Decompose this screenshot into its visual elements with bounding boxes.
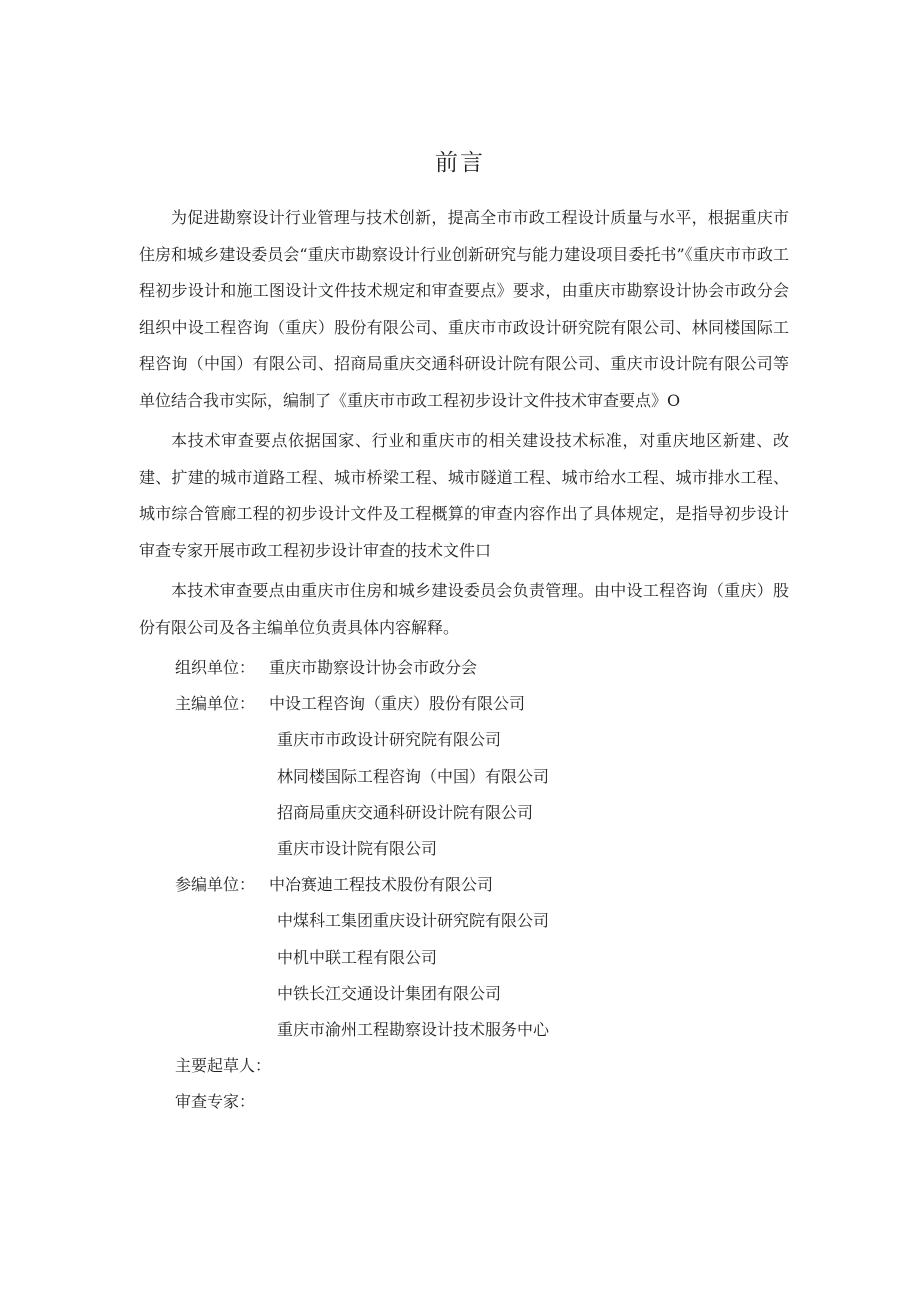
organizer-name: 重庆市勘察设计协会市政分会 bbox=[269, 658, 478, 677]
organizer-row bbox=[139, 650, 789, 686]
unit-list bbox=[139, 650, 789, 1121]
chief-editor-item: 招商局重庆交通科研设计院有限公司 bbox=[277, 802, 534, 822]
chief-editors-label: 主编单位： bbox=[175, 694, 256, 714]
chief-editor-item: 林同楼国际工程咨询（中国）有限公司 bbox=[277, 766, 550, 786]
organizer-values bbox=[269, 650, 477, 686]
paragraph-scope: 本技术审查要点依据国家、行业和重庆市的相关建设技术标准，对重庆地区新建、改建、扩建的城市道路工程、城市桥梁工程、城市隧道工程、城市给水工程、城市排水工程、城市综合管廊工程的初步设计文件及工程概算的审查内容作出了具体规定，是指导初步设计审查专家开展市政工程初步设计审查的技术文件口 bbox=[139, 431, 789, 560]
chief-editors-row bbox=[139, 686, 789, 867]
drafters-label: 主要起草人： bbox=[175, 1056, 272, 1076]
chief-editors-values bbox=[269, 686, 549, 867]
participant-item: 中机中联工程有限公司 bbox=[277, 947, 438, 967]
reviewers-row bbox=[139, 1084, 789, 1120]
participant-item: 中铁长江交通设计集团有限公司 bbox=[277, 983, 502, 1003]
reviewers-label: 审查专家： bbox=[175, 1092, 256, 1112]
participants-row bbox=[139, 867, 789, 1048]
paragraph-management: 本技术审查要点由重庆市住房和城乡建设委员会负责管理。由中设工程咨询（重庆）股份有限公司及各主编单位负责具体内容解释。 bbox=[139, 581, 789, 637]
participant-item: 中冶赛迪工程技术股份有限公司 bbox=[269, 875, 494, 895]
document-body bbox=[139, 200, 789, 1121]
participants-label: 参编单位： bbox=[175, 875, 256, 895]
participant-item: 重庆市渝州工程勘察设计技术服务中心 bbox=[277, 1020, 550, 1040]
organizer-label: 组织单位： bbox=[175, 658, 256, 677]
chief-editor-item: 重庆市设计院有限公司 bbox=[277, 839, 438, 859]
participant-item: 中煤科工集团重庆设计研究院有限公司 bbox=[277, 911, 550, 931]
page-title: 前言 bbox=[435, 150, 485, 176]
paragraph-background: 为促进勘察设计行业管理与技术创新，提高全市市政工程设计质量与水平，根据重庆市住房和城乡建设委员会“重庆市勘察设计行业创新研究与能力建设项目委托书”《重庆市市政工程初步设计和施工图设计文件技术规定和审查要点》要求，由重庆市勘察设计协会市政分会组织中设工程咨询（重庆）股份有限公司、重庆市市政设计研究院有限公司、林同楼国际工程咨询（中国）有限公司、招商局重庆交通科研设计院有限公司、重庆市设计院有限公司等单位结合我市实际，编制了《重庆市市政工程初步设计文件技术审查要点》O bbox=[139, 208, 789, 410]
drafters-row bbox=[139, 1048, 789, 1084]
chief-editor-item: 重庆市市政设计研究院有限公司 bbox=[277, 730, 502, 750]
participants-values bbox=[269, 867, 549, 1048]
chief-editor-item: 中设工程咨询（重庆）股份有限公司 bbox=[269, 694, 526, 714]
